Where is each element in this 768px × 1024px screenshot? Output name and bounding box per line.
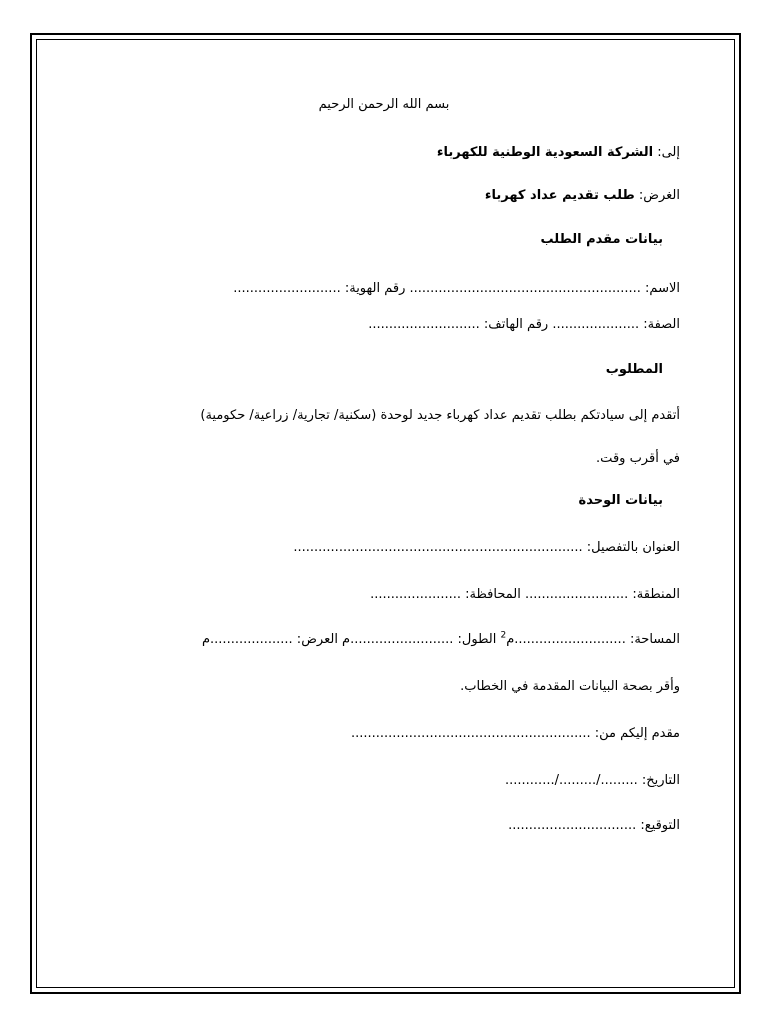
request-heading: المطلوب — [605, 362, 663, 377]
page-border-inner — [36, 39, 735, 988]
submitted-by-line: مقدم إليكم من: .......................................................... — [350, 726, 680, 741]
addressee-line — [437, 145, 680, 161]
request-text-line2: في أقرب وقت. — [596, 451, 680, 466]
length-width-fields: الطول: .........................م العرض: ....................م — [201, 632, 501, 647]
area-dimensions-line — [202, 632, 680, 648]
area-label: المساحة: ...........................م — [506, 632, 680, 647]
subject-value: طلب تقديم عداد كهرباء — [484, 188, 635, 203]
addressee-label: إلى: — [657, 145, 680, 160]
date-line: التاريخ: ........./........./............ — [505, 773, 680, 788]
address-line: العنوان بالتفصيل: ...................................................................... — [293, 540, 680, 555]
area-unit-exponent: 2 — [500, 630, 507, 641]
unit-heading: بيانات الوحدة — [578, 493, 663, 508]
region-governorate-line: المنطقة: ......................... المحافظة: ...................... — [370, 587, 680, 602]
name-id-line: الاسم: ........................................................ رقم الهوية: .......................... — [233, 281, 680, 296]
addressee-value: الشركة السعودية الوطنية للكهرباء — [436, 145, 654, 160]
declaration-text: وأقر بصحة البيانات المقدمة في الخطاب. — [460, 679, 680, 694]
request-text-line1: أتقدم إلى سيادتكم بطلب تقديم عداد كهرباء جديد لوحدة (سكنية/ تجارية/ زراعية/ حكومية) — [200, 408, 680, 423]
subject-line — [485, 188, 680, 204]
subject-label: الغرض: — [638, 188, 680, 203]
title-phone-line: الصفة: ..................... رقم الهاتف: ........................... — [368, 317, 680, 332]
basmala: بسم الله الرحمن الرحيم — [318, 97, 450, 112]
applicant-heading: بيانات مقدم الطلب — [540, 232, 663, 247]
signature-line: التوقيع: ............................... — [508, 818, 680, 833]
